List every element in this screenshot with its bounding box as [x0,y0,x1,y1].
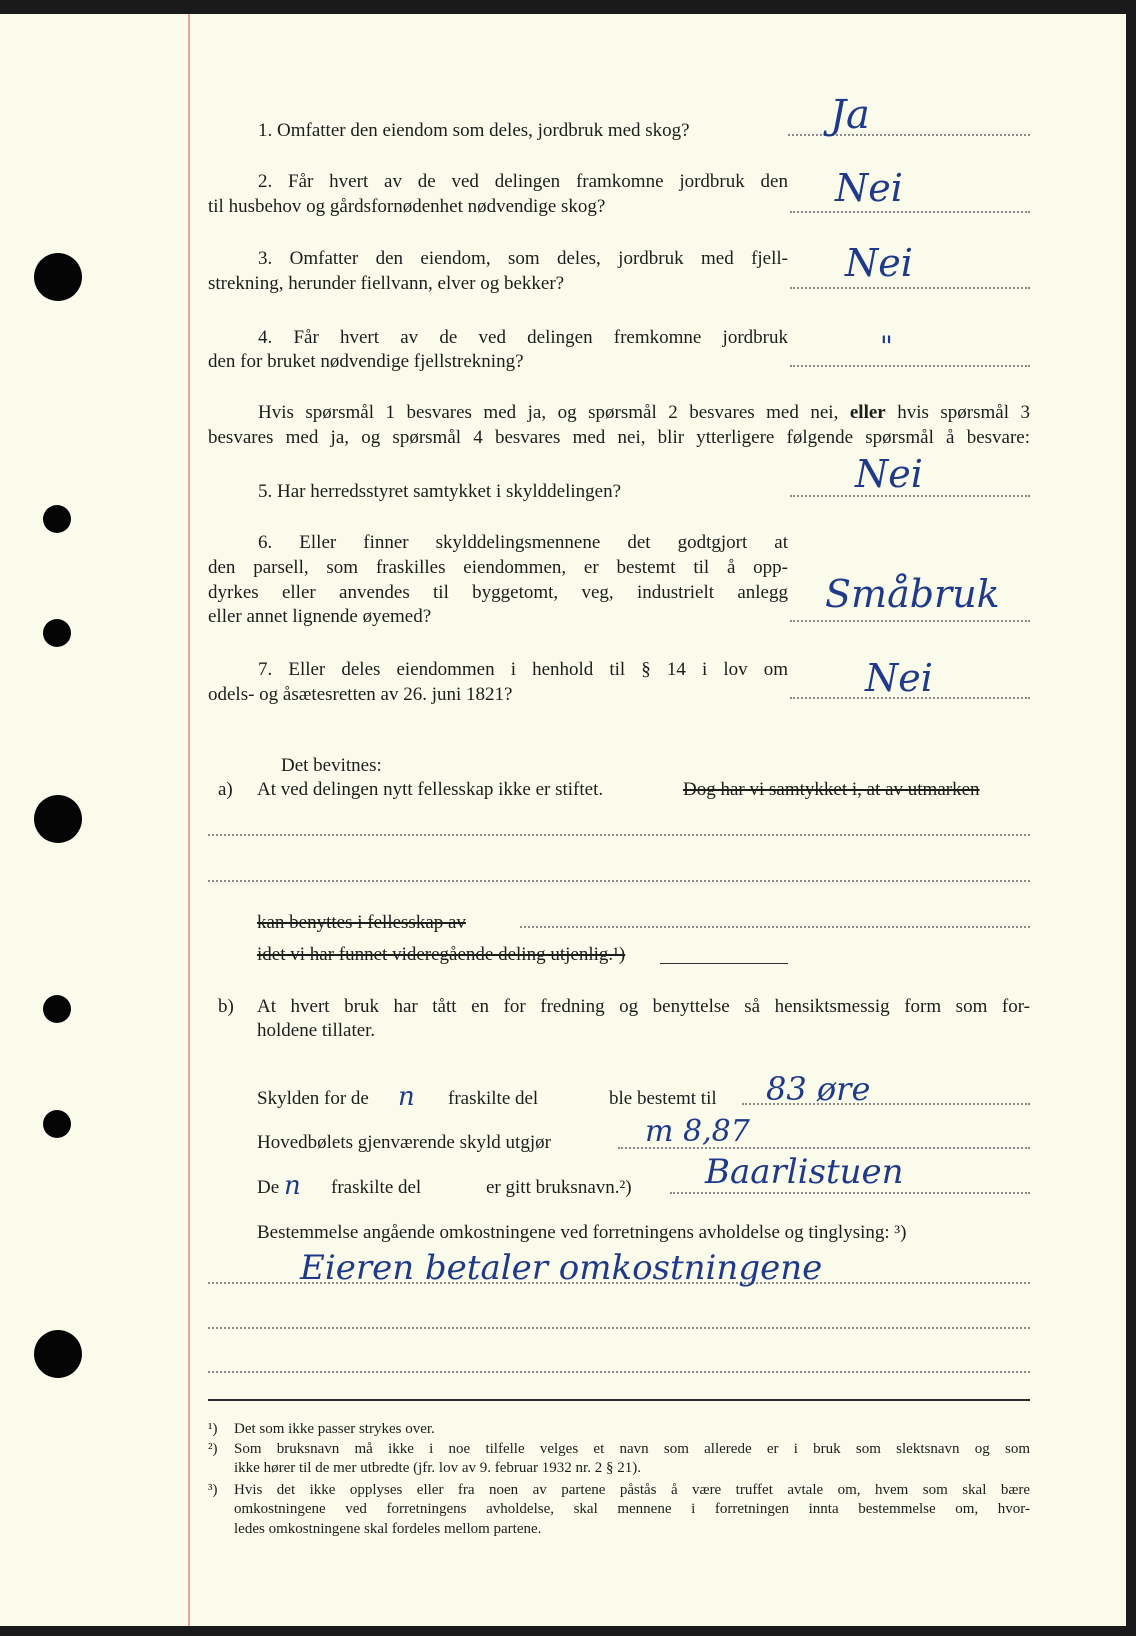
footnote-2-line-1: Som bruksnavn må ikke i noe tilfelle velges et navn som allerede er i bruk som slektsnavn og som [234,1441,1030,1457]
witness-a-label: a) [218,779,233,800]
question-6-line-1: 6. Eller finner skylddelingsmennene det godtgjort at [258,532,788,553]
margin-line [188,14,190,1626]
witness-struck-3-underline [660,963,788,964]
question-3-line-2: strekning, herunder fiellvann, elver og bekker? [208,273,565,294]
footnote-3-line-2: omkostningene ved forretningens avholdelse, skal mennene i forretningen innta bestemmelse om, hvor- [234,1501,1030,1517]
condition-line-2: besvares med ja, og spørsmål 4 besvares med nei, blir ytterligere følgende spørsmål å besvare: [208,427,1030,448]
condition-line-1: Hvis spørsmål 1 besvares med ja, og spørsmål 2 besvares med nei, eller hvis spørsmål 3 [258,402,1031,423]
witness-a-text: At ved delingen nytt fellesskap ikke er stiftet. [257,779,604,800]
skyld-label-b: fraskilte del [448,1088,539,1109]
answer-5: Nei [855,452,923,496]
answer-6: Småbruk [825,572,1000,616]
answer-line-1 [788,134,1030,136]
footnote-2-line-2: ikke hører til de mer utbredte (jfr. lov av 9. februar 1932 nr. 2 § 21). [234,1460,641,1476]
question-2-line-2: til husbehov og gårdsfornødenhet nødvendige skog? [208,196,606,217]
answer-3: Nei [845,241,913,285]
punch-hole [34,253,82,301]
punch-hole [43,1110,71,1138]
punch-hole [34,1330,82,1378]
bruksnavn-value: Baarlistuen [705,1152,904,1192]
witness-a-struck: Dog har vi samtykket i, at av utmarken [683,779,980,800]
bestemmelse-line-2 [208,1327,1030,1329]
question-4-line-2: den for bruket nødvendige fjellstrekning? [208,351,524,372]
footnote-1: Det som ikke passer strykes over. [234,1421,435,1437]
answer-4: " [880,330,893,363]
bruksnavn-label-a: De [257,1177,280,1198]
punch-hole [43,505,71,533]
bruksnavn-handwritten-n: n [284,1171,301,1201]
skyld-label-c: ble bestemt til [609,1088,717,1109]
witness-b-label: b) [218,996,234,1017]
bestemmelse-line-3 [208,1371,1030,1373]
skyld-value: 83 øre [766,1070,871,1108]
witness-line-2 [208,880,1030,882]
hoved-value: m 8,87 [645,1114,750,1149]
question-6-line-2: den parsell, som fraskilles eiendommen, er bestemt til å opp- [208,557,788,578]
bruksnavn-line [670,1192,1030,1194]
footnote-3-line-3: ledes omkostningene skal fordeles mellom partene. [234,1521,542,1537]
bestemmelse-value: Eieren betaler omkostningene [300,1248,823,1288]
answer-7: Nei [865,656,933,700]
question-2-line-1: 2. Får hvert av de ved delingen framkomne jordbruk den [258,171,788,192]
bestemmelse-label: Bestemmelse angående omkostningene ved forretningens avholdelse og tinglysing: ³) [257,1222,907,1243]
question-7-line-1: 7. Eller deles eiendommen i henhold til § 14 i lov om [258,659,788,680]
answer-line-3 [790,287,1030,289]
answer-1: Ja [830,92,870,138]
skyld-label-a: Skylden for de [257,1088,369,1109]
question-6-line-4: eller annet lignende øyemed? [208,606,432,627]
footnote-2-mark: ²) [208,1441,218,1457]
punch-hole [43,995,71,1023]
witness-struck-2: kan benyttes i fellesskap av [257,912,466,933]
witness-heading: Det bevitnes: [281,755,382,776]
footnote-3-line-1: Hvis det ikke opplyses eller fra noen av partene påstås å være truffet avtale om, hvem som skal bære [234,1482,1030,1498]
footnote-3-mark: ³) [208,1482,218,1498]
footnote-rule [208,1399,1030,1401]
bruksnavn-label-b: fraskilte del [331,1177,422,1198]
question-3-line-1: 3. Omfatter den eiendom, som deles, jordbruk med fjell- [258,248,788,269]
punch-hole [34,795,82,843]
answer-line-6 [790,620,1030,622]
skyld-handwritten-n: n [398,1082,415,1112]
hoved-label: Hovedbølets gjenværende skyld utgjør [257,1132,551,1153]
witness-b-line-2: holdene tillater. [257,1020,376,1041]
punch-hole [43,619,71,647]
question-5: 5. Har herredsstyret samtykket i skylddelingen? [258,481,622,502]
question-6-line-3: dyrkes eller anvendes til byggetomt, veg, industrielt anlegg [208,582,788,603]
question-7-line-2: odels- og åsætesretten av 26. juni 1821? [208,684,513,705]
witness-line-1 [208,834,1030,836]
footnote-1-mark: ¹) [208,1421,218,1437]
bruksnavn-label-c: er gitt bruksnavn.²) [486,1177,632,1198]
answer-2: Nei [835,166,903,210]
witness-struck-3: idet vi har funnet videregående deling utjenlig.¹) [257,944,626,965]
question-4-line-1: 4. Får hvert av de ved delingen fremkomne jordbruk [258,327,788,348]
answer-line-4 [790,365,1030,367]
witness-b-line-1: At hvert bruk har tått en for fredning og benyttelse så hensiktsmessig form som for- [257,996,1030,1017]
witness-line-3 [520,926,1030,928]
question-1: 1. Omfatter den eiendom som deles, jordbruk med skog? [258,120,690,141]
answer-line-2 [790,211,1030,213]
